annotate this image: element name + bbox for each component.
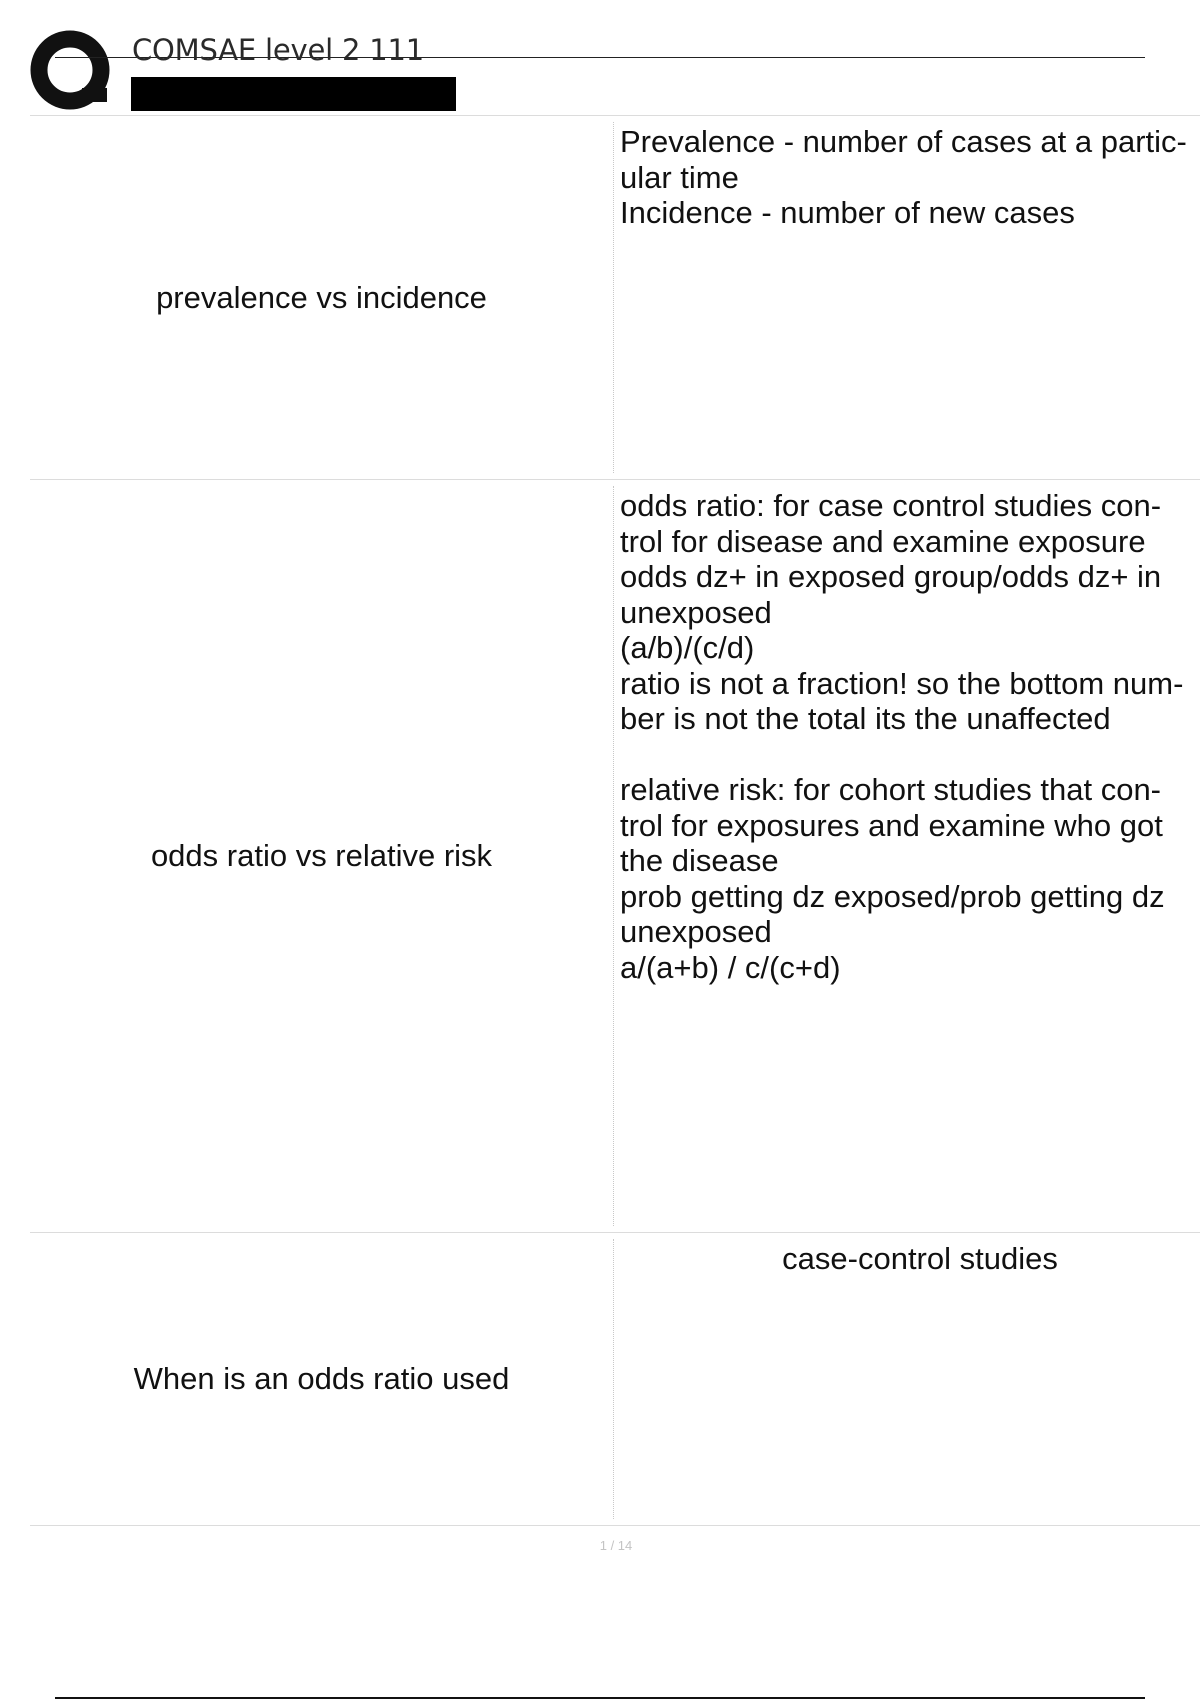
flashcard-list [30, 115, 1200, 1526]
card-divider [613, 1239, 614, 1519]
redaction-bar [131, 77, 456, 111]
flashcard-term: odds ratio vs relative risk [150, 838, 493, 873]
flashcard [30, 1233, 1200, 1526]
flashcard-definition: odds ratio: for case control studies con- trol for disease and examine exposure odds dz+ in exposed group/odds dz+ in unexposed (a/b)/(c/d) ratio is not a fraction! so the bottom num- ber is not the total its the unaffected relative risk: for cohort studies that con- trol for exposures and examine who got the disease prob getting dz exposed/prob getting dz unexposed a/(a+b) / c/(c+d) [620, 488, 1184, 985]
card-divider [613, 486, 614, 1226]
flashcard-definition: Prevalence - number of cases at a partic- ular time Incidence - number of new cases [620, 124, 1187, 230]
flashcard [30, 480, 1200, 1233]
quizlet-q-logo-icon [30, 30, 114, 114]
flashcard [30, 115, 1200, 480]
footer-rule [55, 1697, 1145, 1699]
flashcard-term: prevalence vs incidence [156, 279, 487, 315]
page-number: 1 / 14 [599, 1538, 633, 1553]
flashcard-term: When is an odds ratio used [133, 1361, 510, 1396]
page-header [0, 0, 1200, 116]
flashcard-definition: case-control studies [782, 1241, 1058, 1276]
document-title: COMSAE level 2 111 [132, 33, 425, 67]
card-divider [613, 122, 614, 473]
